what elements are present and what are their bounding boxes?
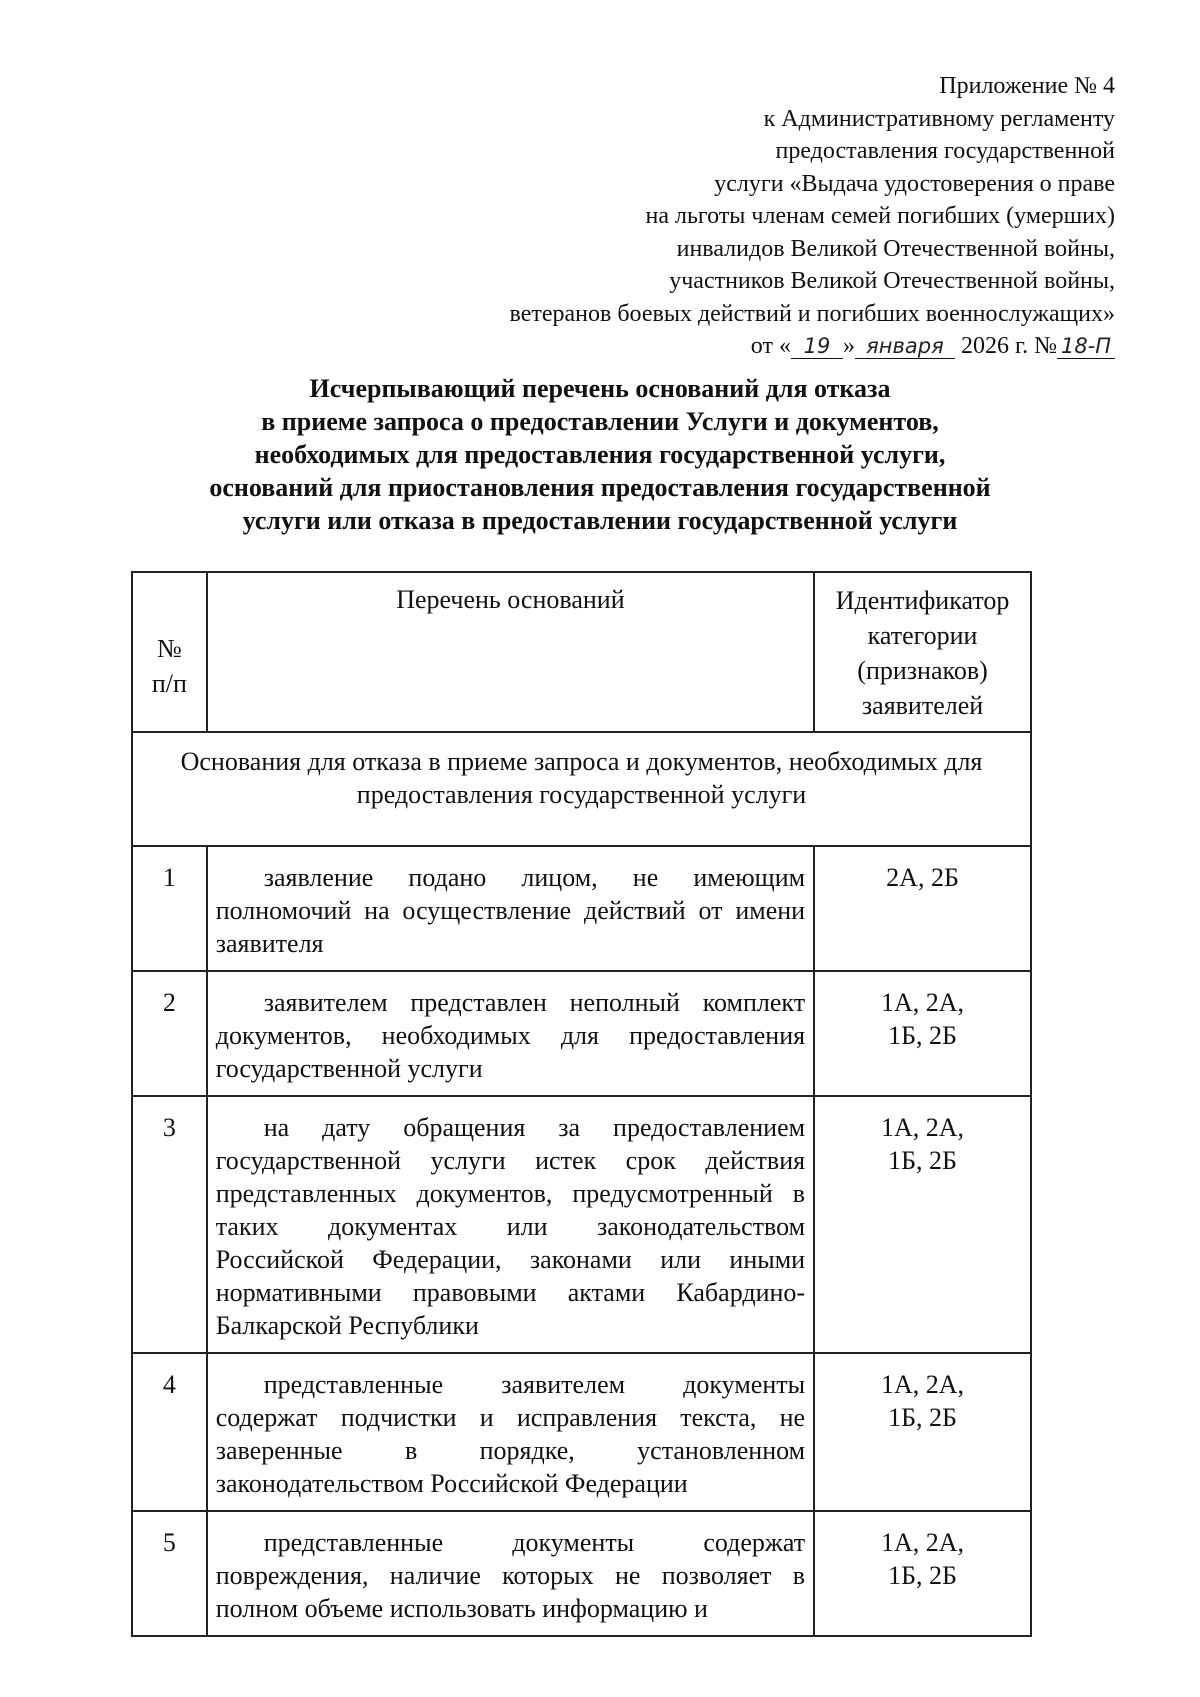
- title-line: Исчерпывающий перечень оснований для отказа: [309, 374, 891, 403]
- row-number: 2: [132, 971, 207, 1096]
- section-row: [132, 732, 1031, 846]
- section-heading-line: предоставления государственной услуги: [356, 780, 807, 809]
- header-number-line: №: [156, 634, 182, 663]
- date-prefix: от «: [750, 333, 791, 359]
- section-heading-line: Основания для отказа в приеме запроса и документов, необходимых для: [180, 747, 983, 776]
- handwritten-day: 19: [791, 334, 843, 359]
- header-identifier-line: (признаков): [857, 656, 988, 685]
- row-identifier-line: 1Б, 2Б: [888, 1146, 957, 1175]
- header-identifier: [814, 572, 1031, 732]
- row-reason-text: представленные документы содержат повреждения, наличие которых не позволяет в полном объеме использовать информацию и: [207, 1511, 814, 1636]
- appendix-line: предоставления государственной: [775, 138, 1115, 164]
- row-identifier: [814, 846, 1031, 971]
- row-identifier-line: 1Б, 2Б: [888, 1561, 957, 1590]
- row-identifier-line: 1Б, 2Б: [888, 1403, 957, 1432]
- title-line: услуги или отказа в предоставлении государственной услуги: [242, 506, 958, 535]
- reasons-table: [131, 571, 1032, 1637]
- row-reason-text: заявителем представлен неполный комплект документов, необходимых для предоставления государственной услуги: [207, 971, 814, 1096]
- header-reasons: Перечень оснований: [207, 572, 814, 732]
- row-identifier-line: 1А, 2А,: [881, 988, 965, 1017]
- table-header-row: [132, 572, 1031, 732]
- appendix-line: ветеранов боевых действий и погибших военнослужащих»: [509, 300, 1115, 327]
- row-number: 3: [132, 1096, 207, 1353]
- header-number-line: п/п: [151, 669, 187, 698]
- appendix-line: Приложение № 4: [939, 73, 1115, 99]
- appendix-line: участников Великой Отечественной войны,: [669, 268, 1115, 294]
- appendix-line: к Административному регламенту: [763, 105, 1115, 132]
- row-identifier: [814, 1353, 1031, 1511]
- row-identifier: [814, 1096, 1031, 1353]
- row-reason-text: заявление подано лицом, не имеющим полномочий на осуществление действий от имени заявителя: [207, 846, 814, 971]
- handwritten-month: января: [855, 334, 955, 359]
- appendix-date-line: [510, 330, 1115, 363]
- row-number: 5: [132, 1511, 207, 1636]
- row-identifier: [814, 971, 1031, 1096]
- date-mid: »: [842, 333, 855, 359]
- header-identifier-line: категории: [867, 621, 978, 650]
- header-identifier-line: Идентификатор: [835, 586, 1010, 615]
- row-identifier-line: 1А, 2А,: [881, 1370, 965, 1399]
- row-number: 4: [132, 1353, 207, 1511]
- appendix-block: [510, 70, 1115, 363]
- appendix-line: услуги «Выдача удостоверения о праве: [714, 170, 1115, 197]
- row-identifier: [814, 1511, 1031, 1636]
- handwritten-doc-number: 18-П: [1057, 334, 1115, 359]
- title-line: оснований для приостановления предоставления государственной: [209, 473, 991, 502]
- table-row: [132, 1096, 1031, 1353]
- row-reason-text: на дату обращения за предоставлением государственной услуги истек срок действия представленных документов, предусмотренный в таких документах или законодательством Российской Федерации, законами или иными нормативными правовыми актами Кабардино-Балкарской Республики: [207, 1096, 814, 1353]
- document-title: [0, 372, 1200, 537]
- table-row: [132, 846, 1031, 971]
- section-heading: [132, 732, 1031, 846]
- date-year: 2026 г. №: [960, 333, 1057, 359]
- row-identifier-line: 1Б, 2Б: [888, 1021, 957, 1050]
- title-line: необходимых для предоставления государственной услуги,: [254, 440, 946, 469]
- table-row: [132, 971, 1031, 1096]
- table-row: [132, 1511, 1031, 1636]
- header-number: [132, 572, 207, 732]
- row-identifier-line: 1А, 2А,: [881, 1113, 965, 1142]
- appendix-line: инвалидов Великой Отечественной войны,: [676, 235, 1115, 262]
- row-identifier-line: 1А, 2А,: [881, 1528, 965, 1557]
- row-reason-text: представленные заявителем документы содержат подчистки и исправления текста, не заверенные в порядке, установленном законодательством Российской Федерации: [207, 1353, 814, 1511]
- row-identifier-line: 2А, 2Б: [886, 863, 959, 892]
- header-identifier-line: заявителей: [861, 691, 984, 720]
- title-line: в приеме запроса о предоставлении Услуги и документов,: [261, 407, 939, 436]
- appendix-line: на льготы членам семей погибших (умерших): [645, 203, 1115, 229]
- table-row: [132, 1353, 1031, 1511]
- row-number: 1: [132, 846, 207, 971]
